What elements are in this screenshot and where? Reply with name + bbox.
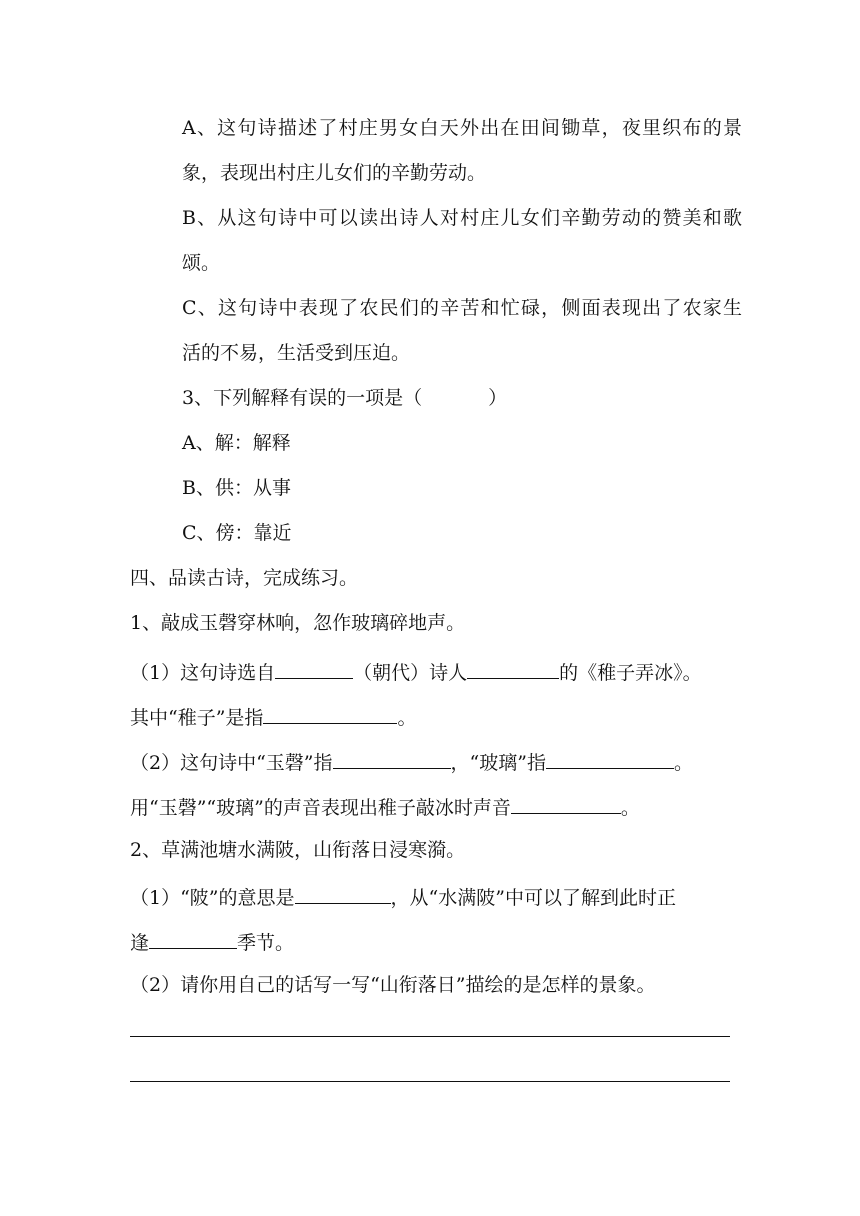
poem1-q1-text3: 的《稚子弄冰》。 [559, 662, 702, 684]
season-blank[interactable] [149, 928, 237, 949]
poem2-q1-text1: （1）“陂”的意思是 [130, 887, 295, 909]
poem1-q1-line1 [130, 658, 740, 685]
poem2-q1-line2-text2: 季节。 [237, 932, 295, 954]
poem2-line: 2、草满池塘水满陂，山衔落日浸寒漪。 [130, 839, 466, 861]
q2-option-c-line2: 活的不易，生活受到压迫。 [182, 342, 411, 364]
poem1-q1-line2-text2: 。 [397, 707, 417, 729]
poem2-q1-text2: ，从“水满陂”中可以了解到此时正 [390, 887, 676, 909]
poem1-q1-text1: （1）这句诗选自 [130, 662, 276, 684]
poem1-q2-text3: 。 [673, 752, 693, 774]
boli-meaning-blank[interactable] [546, 748, 674, 769]
poem2-q2: （2）请你用自己的话写一写“山衔落日”描绘的是怎样的景象。 [130, 974, 656, 996]
poem1-q2-line2 [130, 793, 740, 820]
poem1-q2-text1: （2）这句诗中“玉磬”指 [130, 752, 333, 774]
poem2-q1-line1 [130, 883, 740, 910]
poem2-q1-line2 [130, 928, 740, 955]
q3-stem [182, 386, 742, 410]
q3-option-a: A、解：解释 [182, 432, 291, 454]
q3-option-c: C、傍：靠近 [182, 522, 292, 544]
poem1-line: 1、敲成玉磬穿林响，忽作玻璃碎地声。 [130, 612, 466, 634]
poem1-q1-line2-text1: 其中“稚子”是指 [130, 707, 264, 729]
q2-option-a-line2: 象，表现出村庄儿女们的辛勤劳动。 [182, 162, 487, 184]
dynasty-blank[interactable] [275, 658, 353, 679]
bei-meaning-blank[interactable] [295, 883, 391, 904]
poem1-q2-line2-text2: 。 [620, 797, 640, 819]
section4-heading: 四、品读古诗，完成练习。 [130, 567, 359, 589]
q3-stem-close: ） [488, 387, 508, 409]
poem1-q1-text2: （朝代）诗人 [353, 662, 468, 684]
q3-option-b: B、供：从事 [182, 477, 291, 499]
answer-line-1[interactable] [130, 1036, 730, 1037]
yuqing-meaning-blank[interactable] [333, 748, 451, 769]
q2-option-b-line1: B、从这句诗中可以读出诗人对村庄儿女们辛勤劳动的赞美和歌 [182, 207, 742, 229]
q2-option-b-line2: 颂。 [182, 252, 221, 274]
zhizi-meaning-blank[interactable] [263, 703, 397, 724]
q2-option-c-line1: C、这句诗中表现了农民们的辛苦和忙碌，侧面表现出了农家生 [182, 297, 742, 319]
answer-line-2[interactable] [130, 1081, 730, 1082]
sound-blank[interactable] [511, 793, 621, 814]
poem1-q2-text2: ，“玻璃”指 [450, 752, 546, 774]
poem1-q2-line2-text1: 用“玉磬”“玻璃”的声音表现出稚子敲冰时声音 [130, 797, 511, 819]
poet-blank[interactable] [467, 658, 559, 679]
poem1-q1-line2 [130, 703, 740, 730]
q3-stem-text: 3、下列解释有误的一项是（ [182, 387, 423, 409]
q2-option-a-line1: A、这句诗描述了村庄男女白天外出在田间锄草，夜里织布的景 [182, 117, 742, 139]
poem1-q2-line1 [130, 748, 740, 775]
poem2-q1-line2-text1: 逢 [130, 932, 150, 954]
